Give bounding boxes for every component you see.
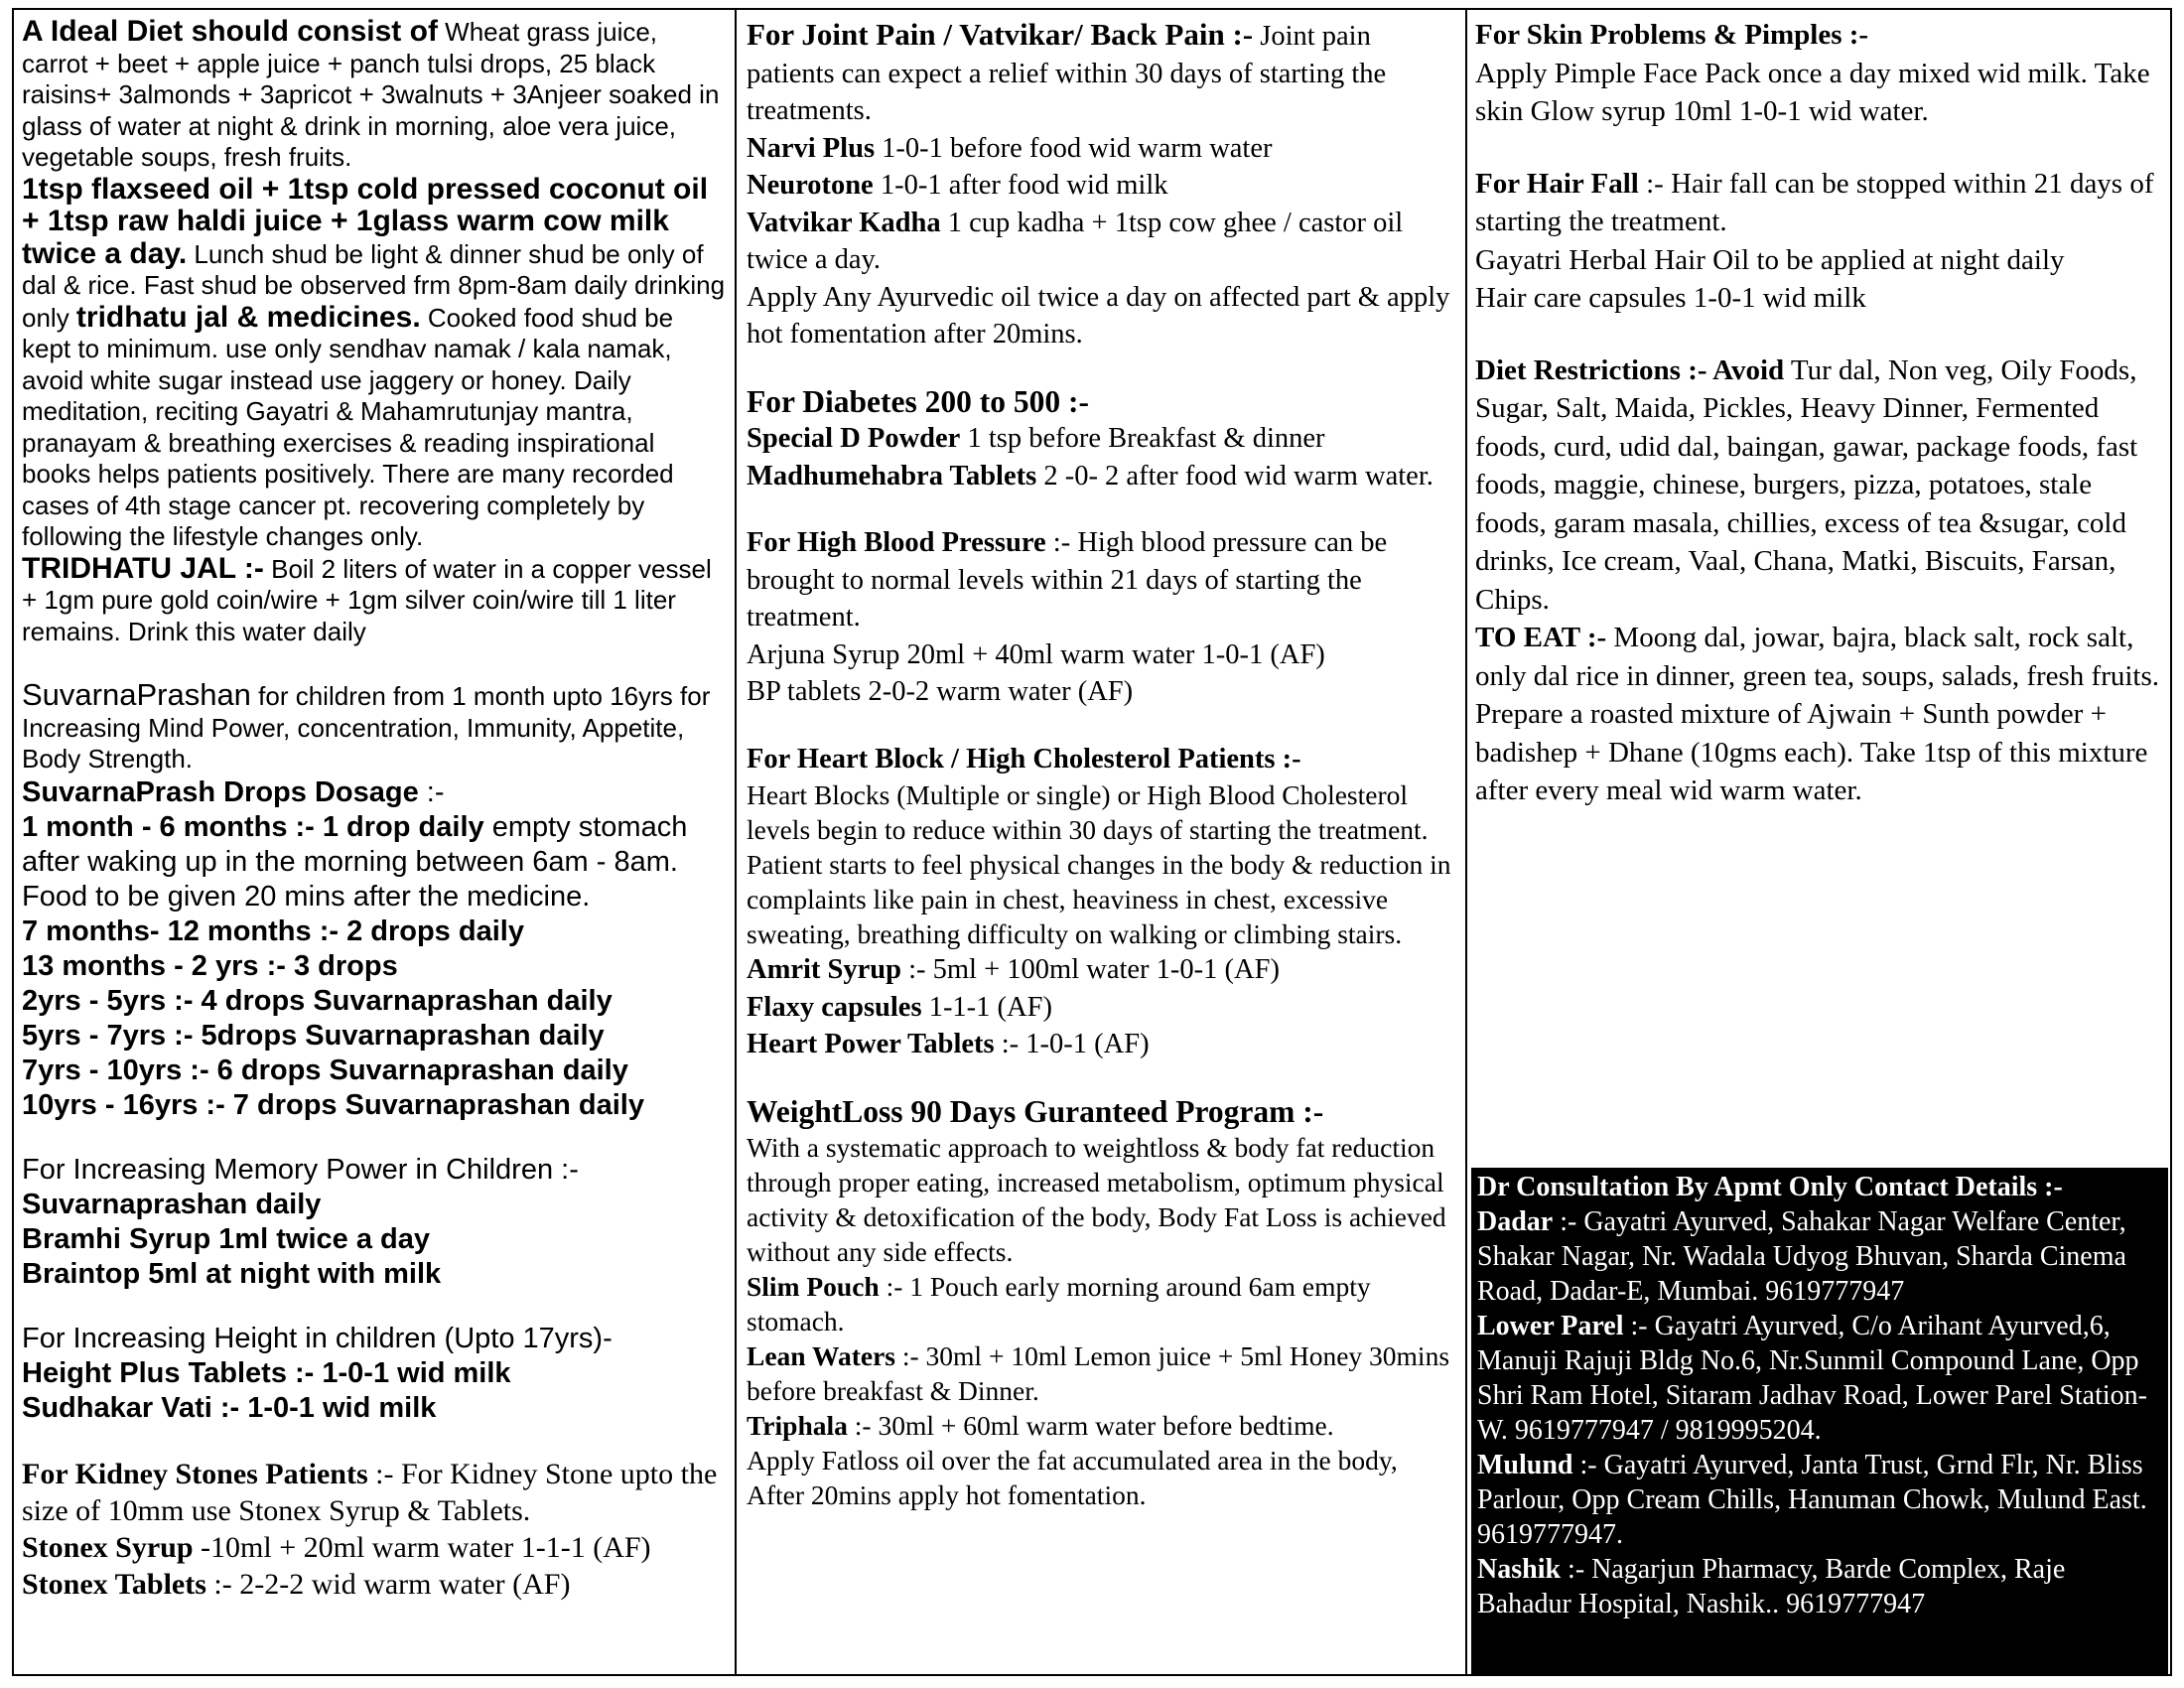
dose-1-bold: 1 month - 6 months :- 1 drop daily [22,810,484,843]
heart-power-bold: Heart Power Tablets [747,1029,995,1059]
special-d-bold: Special D Powder [747,423,961,454]
dadar-label: Dadar [1477,1206,1554,1237]
spacer [22,1123,727,1153]
stonex-syrup-text: -10ml + 20ml warm water 1-1-1 (AF) [193,1530,651,1564]
bp-title: For High Blood Pressure [747,527,1046,558]
flaxy-text: 1-1-1 (AF) [921,991,1052,1023]
diet-oil-paragraph [22,174,727,553]
hair-paragraph [1475,165,2160,241]
heart-title: For Heart Block / High Cholesterol Patients :- [747,743,1301,774]
amrit-line [747,951,1457,989]
mixture-text: Prepare a roasted mixture of Ajwain + Sunth powder + badishep + Dhane (10gms each). Take 1tsp of this mixture after every meal wid warm water. [1475,698,2148,806]
height-line: Height Plus Tablets :- 1-0-1 wid milk [22,1356,511,1389]
joint-paragraph [747,16,1457,130]
spacer [22,1426,727,1456]
kadha-bold: Vatvikar Kadha [747,207,941,238]
spacer [747,1063,1457,1093]
ideal-diet-heading: A Ideal Diet should consist of [22,15,438,48]
mulund-text: :- Gayatri Ayurved, Janta Trust, Grnd Flr, Nr. Bliss Parlour, Opp Cream Chills, Hanuman Chowk, Mulund East. 9619777947. [1477,1450,2147,1550]
spacer [22,1292,727,1322]
neurotone-bold: Neurotone [747,170,874,201]
bp-paragraph [747,524,1457,636]
madhumehabra-text: 2 -0- 2 after food wid warm water. [1036,460,1433,492]
dosage-title: SuvarnaPrash Drops Dosage [22,775,419,808]
stonex-tablets-bold: Stonex Tablets [22,1567,206,1601]
skin-text: Apply Pimple Face Pack once a day mixed wid milk. Take skin Glow syrup 10ml 1-0-1 wid water. [1475,57,2150,127]
to-eat-title: TO EAT :- [1475,622,1607,653]
spacer [22,647,727,677]
kidney-text: :- For Kidney Stone upto the size of 10mm use Stonex Syrup & Tablets. [22,1457,718,1527]
nashik-label: Nashik [1477,1554,1562,1585]
hair-capsules: Hair care capsules 1-0-1 wid milk [1475,282,1866,314]
kidney-paragraph [22,1456,727,1529]
slim-pouch-line [747,1269,1457,1338]
bp-arjuna: Arjuna Syrup 20ml + 40ml warm water 1-0-1 (AF) [747,638,1325,670]
spacer [747,494,1457,524]
kidney-block [22,1456,727,1603]
kidney-title: For Kidney Stones Patients [22,1457,368,1490]
weightloss-text: With a systematic approach to weightloss & body fat reduction through proper eating, increased metabolism, optimum physical activity & detoxification of the body, Body Fat Loss is achieved without any side effects. [747,1132,1446,1267]
to-eat-text: Moong dal, jowar, bajra, black salt, rock salt, only dal rice in dinner, green tea, soups, salads, fresh fruits. [1475,622,2160,692]
special-d-line [747,420,1457,458]
dose-line: 5yrs - 7yrs :- 5drops Suvarnaprashan daily [22,1019,605,1052]
contact-details-box [1471,1168,2168,1674]
stonex-syrup-bold: Stonex Syrup [22,1530,194,1564]
flaxy-bold: Flaxy capsules [747,991,922,1023]
lean-waters-line [747,1338,1457,1408]
special-d-text: 1 tsp before Breakfast & dinner [960,423,1325,454]
dose-line: 13 months - 2 yrs :- 3 drops [22,949,398,982]
height-heading: For Increasing Height in children (Upto 17yrs)- [22,1322,613,1354]
heart-power-line [747,1026,1457,1063]
flaxy-line [747,989,1457,1027]
contact-dadar [1477,1204,2162,1309]
narvi-text: 1-0-1 before food wid warm water [875,132,1273,164]
amrit-bold: Amrit Syrup [747,954,901,985]
joint-title: For Joint Pain / Vatvikar/ Back Pain :- [747,17,1254,52]
narvi-line [747,130,1457,168]
dose-line: 2yrs - 5yrs :- 4 drops Suvarnaprashan daily [22,984,613,1017]
dose-line: 10yrs - 16yrs :- 7 drops Suvarnaprashan daily [22,1088,644,1121]
tridhatu-heading: TRIDHATU JAL :- [22,551,264,585]
hair-text: :- Hair fall can be stopped within 21 days of starting the treatment. [1475,167,2154,237]
ideal-diet-text: Wheat grass juice, carrot + beet + apple juice + panch tulsi drops, 25 black raisins+ 3almonds + 3apricot + 3walnuts + 3Anjeer soaked in glass of water at night & drink in morning, aloe vera juice, vegetable soups, fresh fruits. [22,17,720,172]
triphala-text: :- 30ml + 60ml warm water before bedtime. [847,1410,1334,1441]
lean-waters-text: :- 30ml + 10ml Lemon juice + 5ml Honey 30mins before breakfast & Dinner. [747,1340,1450,1406]
column-middle [737,10,1467,1674]
contact-lower-parel [1477,1309,2162,1448]
dose-line-1 [22,810,727,914]
triphala-bold: Triphala [747,1410,848,1441]
tridhatu-text: Boil 2 liters of water in a copper vessel + 1gm pure gold coin/wire + 1gm silver coin/wire till 1 liter remains. Drink this water daily [22,553,712,646]
heart-power-text: :- 1-0-1 (AF) [994,1029,1150,1059]
heart-text: Heart Blocks (Multiple or single) or High Blood Cholesterol levels begin to reduce within 30 days of starting the treatment. Patient starts to feel physical changes in the body & reduction in complaints like pain in chest, heaviness in chest, excessive sweating, breathing difficulty on walking or climbing stairs. [747,779,1451,949]
neurotone-text: 1-0-1 after food wid milk [873,170,1168,201]
bp-tablets: BP tablets 2-0-2 warm water (AF) [747,676,1134,707]
amrit-text: :- 5ml + 100ml water 1-0-1 (AF) [900,954,1280,985]
lower-parel-label: Lower Parel [1477,1311,1624,1341]
diet-rest-text: Cooked food shud be kept to minimum. use only sendhav namak / kala namak, avoid white sugar instead use jaggery or honey. Daily meditation, reciting Gayatri & Mahamrutunjay mantra, pranayam & breathing exercises & reading inspirational books helps patients positively. There are many recorded cases of 4th stage cancer pt. recovering completely by following the lifestyle changes only. [22,302,674,551]
contact-nashik [1477,1552,2162,1621]
memory-line: Suvarnaprashan daily [22,1188,322,1220]
lower-parel-text: :- Gayatri Ayurved, C/o Arihant Ayurved,6, Manuji Rajuji Bldg No.6, Nr.Sunmil Compound Lane, Opp Shri Ram Hotel, Sitaram Jadhav Road, Lower Parel Station-W. 9619777947 / 9819995204. [1477,1311,2147,1446]
nashik-text: :- Nagarjun Pharmacy, Barde Complex, Raje Bahadur Hospital, Nashik.. 9619777947 [1477,1554,2066,1619]
dosage-heading [22,775,727,810]
narvi-bold: Narvi Plus [747,132,876,164]
kadha-line [747,205,1457,279]
kadha-text: 1 cup kadha + 1tsp cow ghee / castor oil twice a day. [747,207,1404,275]
hair-oil: Gayatri Herbal Hair Oil to be applied at night daily [1475,243,2065,276]
hair-title: For Hair Fall [1475,167,1639,200]
contact-title: Dr Consultation By Apmt Only Contact Details :- [1477,1172,2063,1202]
diabetes-title: For Diabetes 200 to 500 :- [747,383,1089,419]
neurotone-line [747,167,1457,205]
suvarna-text: for children from 1 month upto 16yrs for Increasing Mind Power, concentration, Immunity, Appetite, Body Strength. [22,681,711,774]
memory-block [22,1153,727,1292]
fatloss-text: Apply Fatloss oil over the fat accumulated area in the body, After 20mins apply hot fomentation. [747,1445,1398,1510]
spacer [1475,131,2160,165]
diet-oil-bold: 1tsp flaxseed oil + 1tsp cold pressed coconut oil + 1tsp raw haldi juice + 1glass warm cow milk twice a day. [22,172,709,270]
joint-apply: Apply Any Ayurvedic oil twice a day on affected part & apply hot fomentation after 20mins. [747,281,1450,350]
tridhatu-paragraph [22,553,727,648]
spacer [747,711,1457,741]
stonex-tablets-text: :- 2-2-2 wid warm water (AF) [205,1567,571,1601]
mulund-label: Mulund [1477,1450,1573,1480]
stonex-syrup-line [22,1529,727,1566]
diet-oil-text: Lunch shud be light & dinner shud be only of dal & rice. Fast shud be observed frm 8pm-8am daily drinking only [22,238,726,333]
joint-text: Joint pain patients can expect a relief within 30 days of starting the treatments. [747,21,1387,126]
diet-tridhatu-bold: tridhatu jal & medicines. [75,300,421,334]
diet-restrictions [1475,352,2160,620]
column-left [14,10,737,1674]
suvarna-title: SuvarnaPrashan [22,677,251,712]
memory-heading: For Increasing Memory Power in Children :- [22,1153,579,1186]
madhumehabra-line [747,458,1457,495]
contact-mulund [1477,1448,2162,1552]
spacer [747,353,1457,383]
column-right [1467,10,2170,1674]
dosage-suffix: :- [418,775,445,808]
dadar-text: :- Gayatri Ayurved, Sahakar Nagar Welfare Center, Shakar Nagar, Nr. Wadala Udyog Bhuvan, Sharda Cinema Road, Dadar-E, Mumbai. 9619777947 [1477,1206,2126,1307]
lean-waters-bold: Lean Waters [747,1340,895,1371]
diet-restrictions-title: Diet Restrictions :- Avoid [1475,353,1785,386]
triphala-line [747,1408,1457,1443]
spacer [1475,318,2160,352]
dose-1-text: empty stomach after waking up in the morning between 6am - 8am. Food to be given 20 mins after the medicine. [22,810,688,913]
dose-line: 7 months- 12 months :- 2 drops daily [22,914,524,947]
dose-line: 7yrs - 10yrs :- 6 drops Suvarnaprashan daily [22,1054,628,1086]
slim-pouch-text: :- 1 Pouch early morning around 6am empty stomach. [747,1271,1371,1336]
stonex-tablets-line [22,1566,727,1603]
ideal-diet-paragraph [22,16,727,174]
height-block [22,1322,727,1426]
dosage-block [22,775,727,1123]
height-line: Sudhakar Vati :- 1-0-1 wid milk [22,1391,437,1424]
skin-title: For Skin Problems & Pimples :- [1475,19,1869,51]
document-sheet [12,8,2172,1676]
bp-text: :- High blood pressure can be brought to normal levels within 21 days of starting the treatment. [747,527,1388,633]
memory-line: Bramhi Syrup 1ml twice a day [22,1222,430,1255]
suvarna-paragraph [22,677,727,775]
madhumehabra-bold: Madhumehabra Tablets [747,460,1037,492]
weightloss-title: WeightLoss 90 Days Guranteed Program :- [747,1093,1324,1129]
diet-restrictions-text: Tur dal, Non veg, Oily Foods, Sugar, Salt, Maida, Pickles, Heavy Dinner, Fermented foods, curd, udid dal, baingan, gawar, package foods, fast foods, maggie, chinese, burgers, pizza, potatoes, stale foods, garam masala, chillies, excess of tea &sugar, cold drinks, Ice cream, Vaal, Chana, Matki, Biscuits, Farsan, Chips. [1475,353,2138,616]
slim-pouch-bold: Slim Pouch [747,1271,880,1302]
to-eat [1475,619,2160,695]
memory-line: Braintop 5ml at night with milk [22,1257,442,1290]
